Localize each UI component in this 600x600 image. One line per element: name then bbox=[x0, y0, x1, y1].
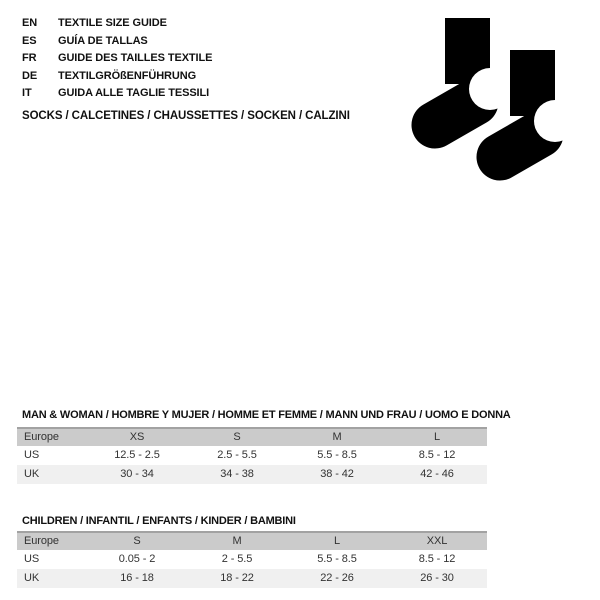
row-label: US bbox=[24, 449, 40, 461]
language-row-it bbox=[22, 85, 212, 103]
language-label: GUIDA ALLE TAGLIE TESSILI bbox=[58, 87, 210, 99]
table-cell: 38 - 42 bbox=[287, 465, 387, 484]
column-header: S bbox=[187, 427, 287, 446]
category-title: SOCKS / CALCETINES / CHAUSSETTES / SOCKEN / CALZINI bbox=[22, 110, 350, 122]
row-label: UK bbox=[17, 569, 87, 588]
sock-front bbox=[500, 50, 576, 157]
language-list bbox=[22, 15, 212, 103]
table-cell: 8.5 - 12 bbox=[418, 449, 456, 461]
table-cell: 5.5 - 8.5 bbox=[317, 449, 357, 461]
column-header: Europe bbox=[17, 531, 87, 550]
table-cell: 26 - 30 bbox=[387, 569, 487, 588]
row-label: UK bbox=[17, 465, 87, 484]
table-cell: 2.5 - 5.5 bbox=[217, 449, 257, 461]
table-cell: 2 - 5.5 bbox=[221, 553, 253, 565]
language-code: EN bbox=[22, 17, 38, 29]
language-row-en bbox=[22, 15, 212, 33]
column-header: Europe bbox=[17, 427, 87, 446]
language-label: TEXTILGRÖßENFÜHRUNG bbox=[58, 69, 197, 82]
table-cell: 42 - 46 bbox=[387, 465, 487, 484]
language-row-fr bbox=[22, 50, 212, 68]
column-header: XXL bbox=[387, 531, 487, 550]
language-row-de bbox=[22, 68, 212, 86]
table-cell: 8.5 - 12 bbox=[418, 553, 456, 565]
table-title-man-woman: MAN & WOMAN / HOMBRE Y MUJER / HOMME ET FEMME / MANN UND FRAU / UOMO E DONNA bbox=[22, 409, 511, 421]
row-label: US bbox=[24, 553, 40, 565]
table-cell: 18 - 22 bbox=[187, 569, 287, 588]
table-cell: 22 - 26 bbox=[287, 569, 387, 588]
table-cell: 12.5 - 2.5 bbox=[114, 449, 160, 461]
column-header: L bbox=[287, 531, 387, 550]
language-code: IT bbox=[22, 87, 32, 99]
column-header: XS bbox=[87, 427, 187, 446]
sock-back bbox=[435, 18, 511, 125]
language-code: ES bbox=[22, 34, 37, 47]
language-label: GUÍA DE TALLAS bbox=[58, 34, 148, 47]
column-header: M bbox=[187, 531, 287, 550]
table-cell: 34 - 38 bbox=[187, 465, 287, 484]
table-cell: 5.5 - 8.5 bbox=[317, 553, 357, 565]
socks-icon bbox=[405, 14, 580, 184]
language-label: GUIDE DES TAILLES TEXTILE bbox=[58, 52, 213, 64]
language-label: TEXTILE SIZE GUIDE bbox=[58, 17, 167, 29]
column-header: M bbox=[287, 427, 387, 446]
table-cell: 30 - 34 bbox=[87, 465, 187, 484]
table-cell: 0.05 - 2 bbox=[118, 553, 156, 565]
column-header: L bbox=[387, 427, 487, 446]
size-table-children bbox=[17, 531, 487, 588]
language-code: FR bbox=[22, 52, 37, 64]
language-row-es bbox=[22, 33, 212, 51]
column-header: S bbox=[87, 531, 187, 550]
size-table-man-woman bbox=[17, 427, 487, 484]
language-code: DE bbox=[22, 69, 38, 82]
table-title-children: CHILDREN / INFANTIL / ENFANTS / KINDER / BAMBINI bbox=[22, 515, 296, 527]
table-cell: 16 - 18 bbox=[87, 569, 187, 588]
